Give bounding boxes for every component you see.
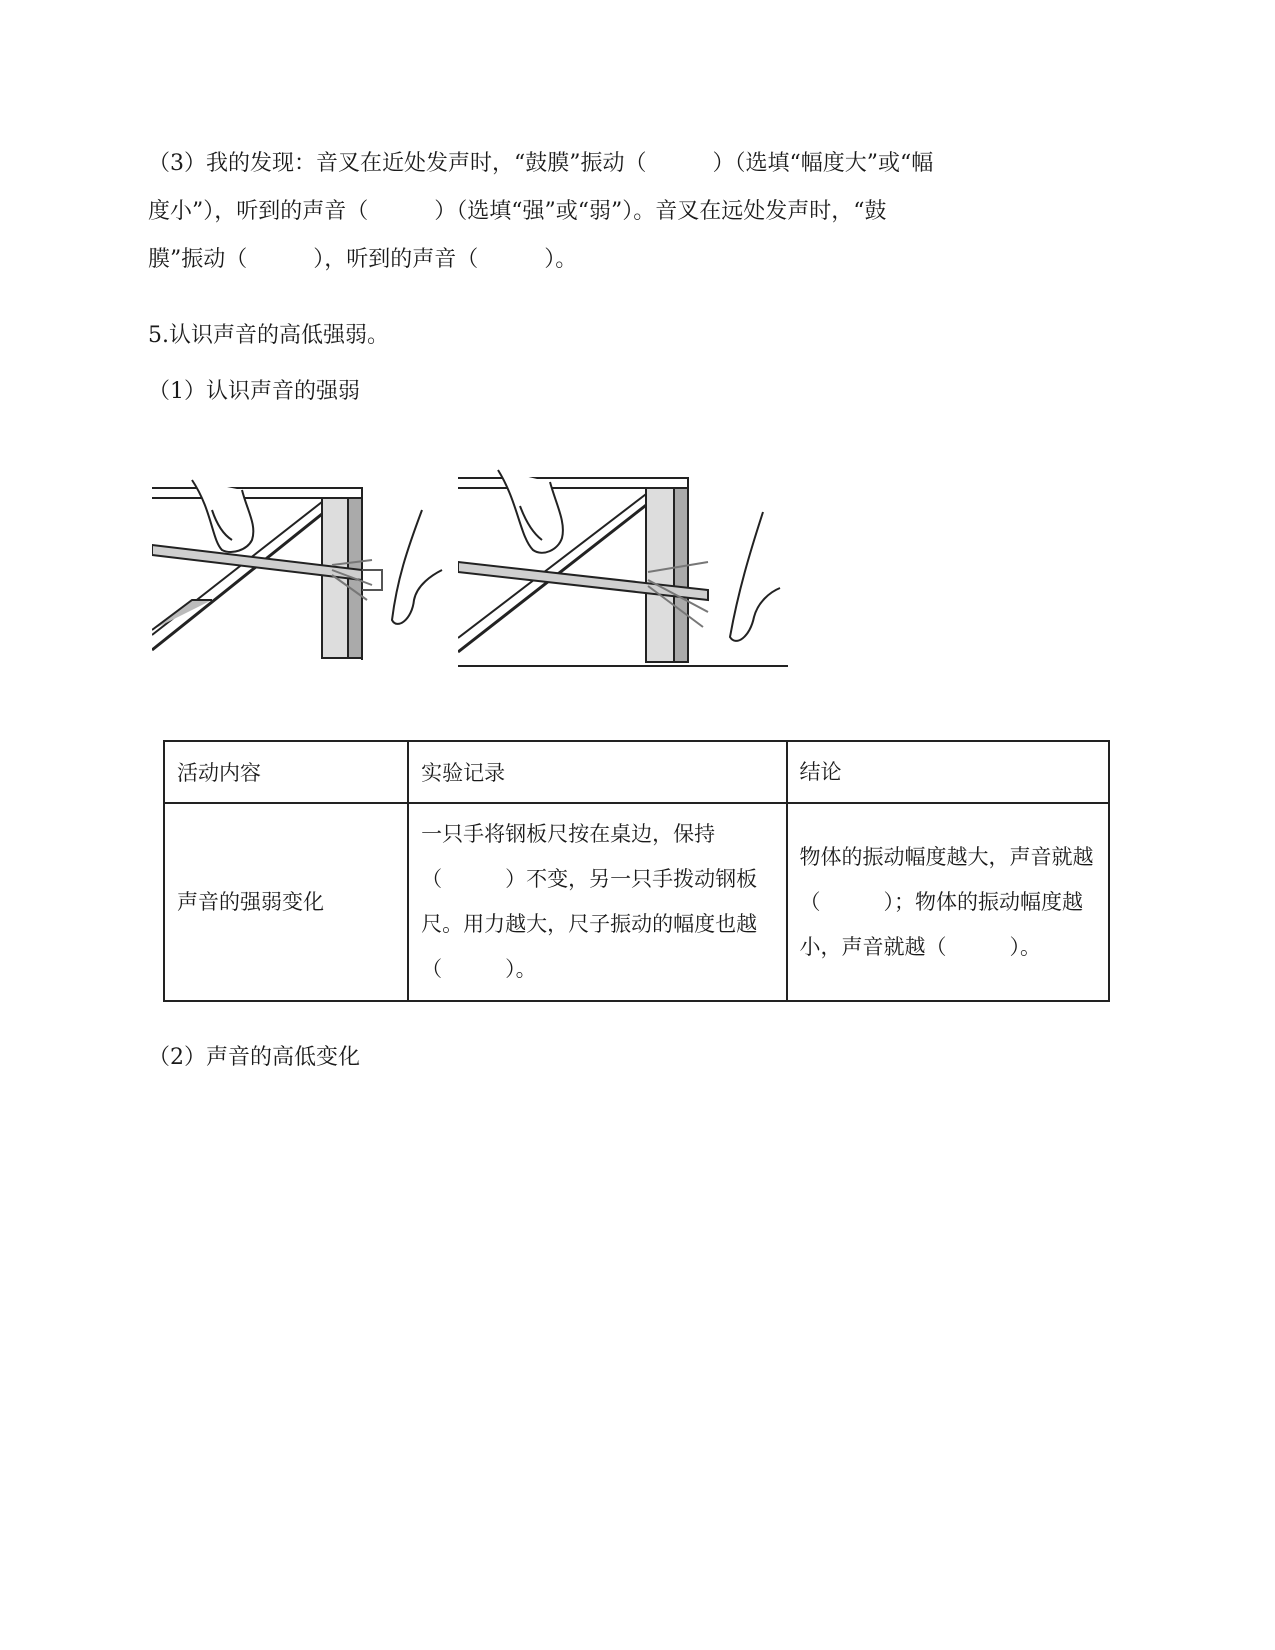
- cell-conclusion: 物体的振动幅度越大，声音就越（ ）；物体的振动幅度越小，声音就越（ ）。: [787, 803, 1109, 1001]
- header-activity: 活动内容: [164, 741, 408, 803]
- finding-line-2: 度小”），听到的声音（ ）（选填“强”或“弱”）。音叉在远处发声时，“鼓: [148, 199, 887, 224]
- header-conclusion: 结论: [787, 741, 1109, 803]
- experiment-table: [163, 740, 1110, 1002]
- finding-paragraph: [148, 140, 1108, 284]
- table-header-row: [164, 741, 1109, 803]
- ruler-experiment-illustration-2: [458, 462, 798, 668]
- cell-record: 一只手将钢板尺按在桌边，保持（ ）不变，另一只手拨动钢板尺。用力越大，尺子振动的幅度也越（ ）。: [408, 803, 786, 1001]
- section-5-title: 5.认识声音的高低强弱。: [148, 323, 389, 348]
- finding-line-3: 膜”振动（ ），听到的声音（ ）。: [148, 247, 578, 272]
- header-record: 实验记录: [408, 741, 786, 803]
- finding-line-1: （3）我的发现：音叉在近处发声时，“鼓膜”振动（ ）（选填“幅度大”或“幅: [148, 151, 934, 176]
- subsection-2-title: （2）声音的高低变化: [148, 1045, 360, 1070]
- table-row: [164, 803, 1109, 1001]
- subsection-1-title: （1）认识声音的强弱: [148, 379, 360, 404]
- ruler-experiment-illustration-1: [152, 470, 462, 660]
- cell-activity: 声音的强弱变化: [164, 803, 408, 1001]
